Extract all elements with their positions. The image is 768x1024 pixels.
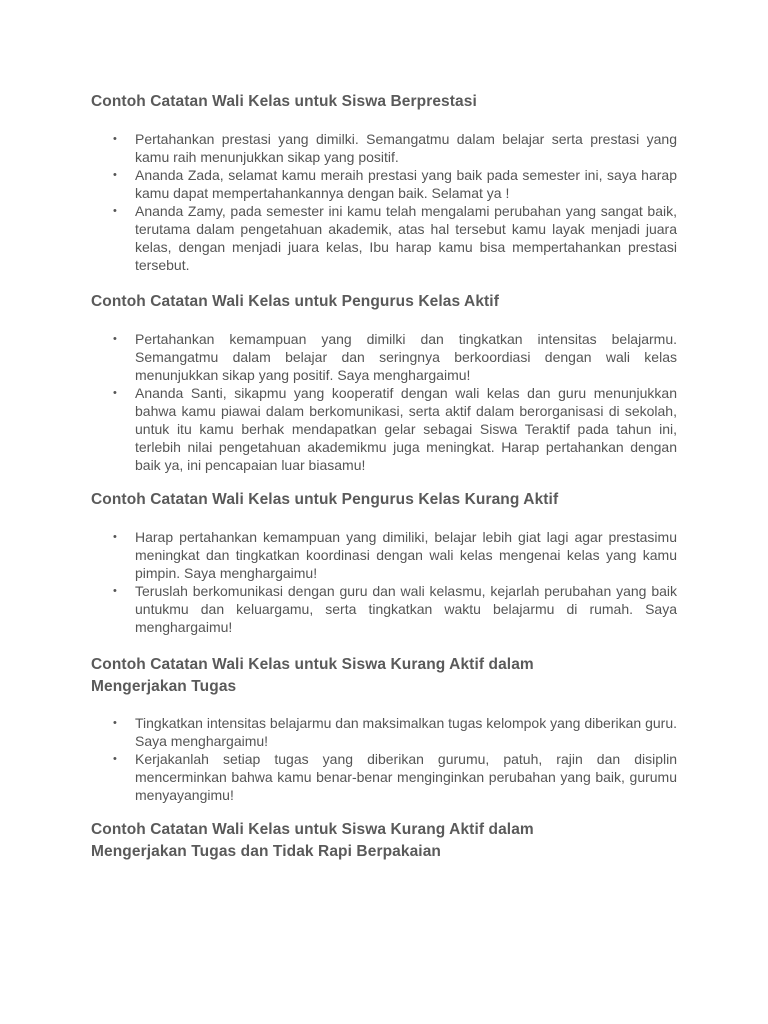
section-heading: Contoh Catatan Wali Kelas untuk Siswa Berprestasi xyxy=(91,93,477,110)
list-item xyxy=(91,202,677,274)
list-item xyxy=(91,528,677,582)
bullet-icon: • xyxy=(113,205,117,217)
list-item xyxy=(91,130,677,166)
list-item-text: Teruslah berkomunikasi dengan guru dan wali kelasmu, kejarlah perubahan yang baik untukmu dan keluargamu, serta tingkatkan waktu belajarmu di rumah. Saya menghargaimu! xyxy=(135,583,677,635)
bullet-icon: • xyxy=(113,333,117,345)
bullet-icon: • xyxy=(113,753,117,765)
list-item-text: Pertahankan prestasi yang dimilki. Semangatmu dalam belajar serta prestasi yang kamu raih menunjukkan sikap yang positif. xyxy=(135,131,677,165)
bullet-list xyxy=(91,330,677,474)
list-item-text: Ananda Zada, selamat kamu meraih prestasi yang baik pada semester ini, saya harap kamu dapat mempertahankannya dengan baik. Selamat ya ! xyxy=(135,167,677,201)
list-item-text: Kerjakanlah setiap tugas yang diberikan gurumu, patuh, rajin dan disiplin mencerminkan bahwa kamu benar-benar menginginkan perubahan yang baik, gurumu menyayangimu! xyxy=(135,751,677,803)
bullet-icon: • xyxy=(113,585,117,597)
list-item xyxy=(91,330,677,384)
list-item-text: Pertahankan kemampuan yang dimilki dan tingkatkan intensitas belajarmu. Semangatmu dalam belajar dan seringnya berkoordiasi dengan wali kelas menunjukkan sikap yang positif. Saya menghargaimu! xyxy=(135,331,677,383)
list-item-text: Ananda Santi, sikapmu yang kooperatif dengan wali kelas dan guru menunjukkan bahwa kamu piawai dalam berkomunikasi, serta aktif dalam berorganisasi di sekolah, untuk itu kamu berhak mendapatkan gelar sebagai Siswa Teraktif pada tahun ini, terlebih nilai pengetahuan akademikmu juga meningkat. Harap pertahankan dengan baik ya, ini pencapaian luar biasamu! xyxy=(135,385,677,473)
list-item-text: Tingkatkan intensitas belajarmu dan maksimalkan tugas kelompok yang diberikan guru. Saya menghargaimu! xyxy=(135,715,677,749)
bullet-icon: • xyxy=(113,531,117,543)
section-pengurus-kelas-kurang-aktif xyxy=(91,489,677,636)
list-item xyxy=(91,582,677,636)
section-heading: Contoh Catatan Wali Kelas untuk Siswa Kurang Aktif dalam Mengerjakan Tugas xyxy=(91,656,534,695)
section-siswa-berprestasi xyxy=(91,91,677,274)
bullet-icon: • xyxy=(113,387,117,399)
section-heading: Contoh Catatan Wali Kelas untuk Pengurus Kelas Aktif xyxy=(91,293,499,310)
section-heading: Contoh Catatan Wali Kelas untuk Pengurus Kelas Kurang Aktif xyxy=(91,491,559,508)
bullet-list xyxy=(91,130,677,274)
list-item-text: Ananda Zamy, pada semester ini kamu telah mengalami perubahan yang sangat baik, terutama dalam pengetahuan akademik, atas hal tersebut kamu layak menjadi juara kelas, dengan menjadi juara kelas, Ibu harap kamu bisa mempertahankan prestasi tersebut. xyxy=(135,203,677,273)
bullet-icon: • xyxy=(113,169,117,181)
bullet-list xyxy=(91,714,677,804)
section-siswa-kurang-aktif-tidak-rapi xyxy=(91,819,677,863)
section-siswa-kurang-aktif-tugas xyxy=(91,654,677,804)
list-item xyxy=(91,750,677,804)
list-item xyxy=(91,384,677,474)
section-heading: Contoh Catatan Wali Kelas untuk Siswa Kurang Aktif dalam Mengerjakan Tugas dan Tidak Rapi Berpakaian xyxy=(91,821,534,860)
bullet-list xyxy=(91,528,677,636)
list-item xyxy=(91,166,677,202)
list-item xyxy=(91,714,677,750)
bullet-icon: • xyxy=(113,133,117,145)
list-item-text: Harap pertahankan kemampuan yang dimiliki, belajar lebih giat lagi agar prestasimu meningkat dan tingkatkan koordinasi dengan wali kelas mengenai kelas yang kamu pimpin. Saya menghargaimu! xyxy=(135,529,677,581)
bullet-icon: • xyxy=(113,717,117,729)
section-pengurus-kelas-aktif xyxy=(91,291,677,474)
